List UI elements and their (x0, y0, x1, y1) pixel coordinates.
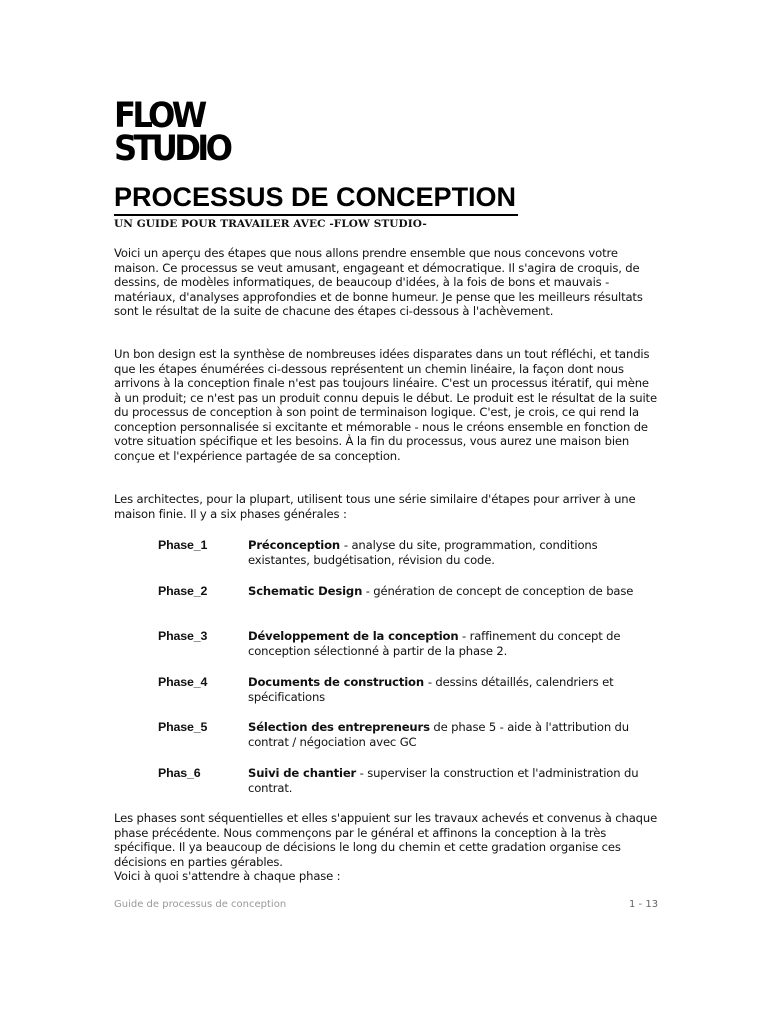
logo-line-flow: FLOW (114, 96, 204, 136)
phase-text: - analyse du site, programmation, conditions existantes, budgétisation, révision du code. (248, 538, 598, 567)
intro-paragraph: Voici un aperçu des étapes que nous allons prendre ensemble que nous concevons votre maison. Ce processus se veut amusant, engageant et démocratique. Il s'agira de croquis, de dessins, de modèles informatiques, de beaucoup d'idées, à la fois de bons et mauvais - matériaux, d'analyses approfondies et de bonne humeur. Je pense que les meilleurs résultats sont le résultat de la suite de chacune des étapes ci-dessous à l'achèvement. (114, 246, 643, 318)
phase-label: Phas_6 (158, 766, 201, 780)
phase-name: Documents de construction (248, 675, 428, 689)
phase-text: - superviser la construction et l'administration du contrat. (248, 766, 639, 795)
document-title: PROCESSUS DE CONCEPTION (114, 180, 518, 216)
footer-page-number: 1 - 13 (629, 899, 659, 910)
phase-name: Développement de la conception (248, 629, 459, 643)
design-paragraph: Un bon design est la synthèse de nombreuses idées disparates dans un tout réfléchi, et tandis que les étapes énumérées ci-dessous représentent un chemin linéaire, la façon dont nous arrivons à la conception finale n'est pas toujours linéaire. C'est un processus itératif, qui mène à un produit; ce n'est pas un produit connu depuis le début. Le produit est le résultat de la suite du processus de conception à son point de terminaison logique. C'est, je crois, ce qui rend la conception personnalisée si excitante et mémorable - nous le créons ensemble en fonction de votre situation spécifique et les besoins. À la fin du processus, vous aurez une maison bien conçue et l'expérience partagée de sa conception. (114, 347, 657, 463)
phase-description (248, 538, 648, 567)
phase-text: - raffinement du concept de conception sélectionné à partir de la phase 2. (248, 629, 621, 658)
phase-name: Sélection des entrepreneurs (248, 720, 430, 734)
flow-studio-logo (114, 96, 230, 169)
phase-label: Phase_5 (158, 720, 208, 734)
closing-paragraph (114, 811, 659, 884)
logo-line-studio: STUDIO (114, 129, 230, 169)
phase-text: de phase 5 - aide à l'attribution du contrat / négociation avec GC (248, 720, 629, 749)
phase-name: Préconception (248, 538, 344, 552)
document-subtitle: UN GUIDE POUR TRAVAILER AVEC -FLOW STUDIO- (114, 218, 427, 230)
phases-intro-paragraph: Les architectes, pour la plupart, utilisent tous une série similaire d'étapes pour arriver à une maison finie. Il y a six phases générales : (114, 492, 636, 521)
phase-label: Phase_3 (158, 629, 208, 643)
closing-paragraph-body: Les phases sont séquentielles et elles s'appuient sur les travaux achevés et convenus à chaque phase précédente. Nous commençons par le général et affinons la conception à la très spécifique. Il ya beaucoup de décisions le long du chemin et cette gradation organise ces décisions en parties gérables. (114, 811, 658, 869)
phase-description (248, 675, 648, 704)
phase-description (248, 629, 648, 658)
phase-description (248, 720, 648, 749)
phase-label: Phase_4 (158, 675, 208, 689)
phase-description (248, 584, 648, 599)
phase-text: - dessins détaillés, calendriers et spécifications (248, 675, 614, 704)
footer-document-name: Guide de processus de conception (114, 899, 287, 910)
phase-description (248, 766, 648, 795)
phase-label: Phase_1 (158, 538, 208, 552)
phase-name: Suivi de chantier (248, 766, 357, 780)
phase-label: Phase_2 (158, 584, 208, 598)
phase-name: Schematic Design (248, 584, 363, 598)
phase-text: - génération de concept de conception de base (362, 584, 634, 598)
closing-paragraph-lead: Voici à quoi s'attendre à chaque phase : (114, 869, 341, 883)
